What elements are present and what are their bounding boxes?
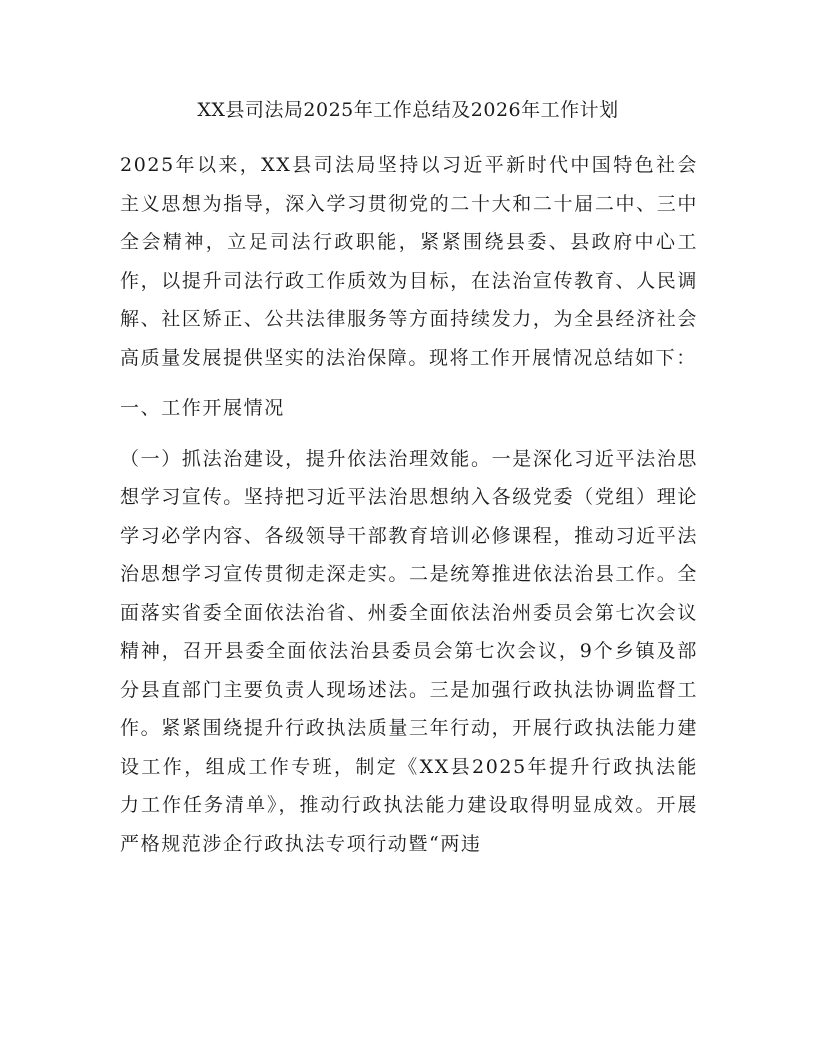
section-paragraph: （一）抓法治建设，提升依法治理效能。一是深化习近平法治思想学习宣传。坚持把习近平法治思想纳入各级党委（党组）理论学习必学内容、各级领导干部教育培训必修课程，推动习近平法治思想学习宣传贯彻走深走实。二是统筹推进依法治县工作。全面落实省委全面依法治省、州委全面依法治州委员会第七次会议精神，召开县委全面依法治县委员会第七次会议，9个乡镇及部分县直部门主要负责人现场述法。三是加强行政执法协调监督工作。紧紧围绕提升行政执法质量三年行动，开展行政执法能力建设工作，组成工作专班，制定《XX县2025年提升行政执法能力工作任务清单》，推动行政执法能力建设取得明显成效。开展严格规范涉企行政执法专项行动暨“两违: [120, 447, 698, 855]
document-title: XX县司法局2025年工作总结及2026年工作计划: [197, 99, 619, 121]
intro-paragraph: 2025年以来，XX县司法局坚持以习近平新时代中国特色社会主义思想为指导，深入学习贯彻党的二十大和二十届二中、三中全会精神，立足司法行政职能，紧紧围绕县委、县政府中心工作，以提升司法行政工作质效为目标，在法治宣传教育、人民调解、社区矫正、公共法律服务等方面持续发力，为全县经济社会高质量发展提供坚实的法治保障。现将工作开展情况总结如下：: [120, 154, 698, 369]
document-body: [120, 146, 698, 863]
section-heading: 一、工作开展情况: [120, 397, 285, 419]
